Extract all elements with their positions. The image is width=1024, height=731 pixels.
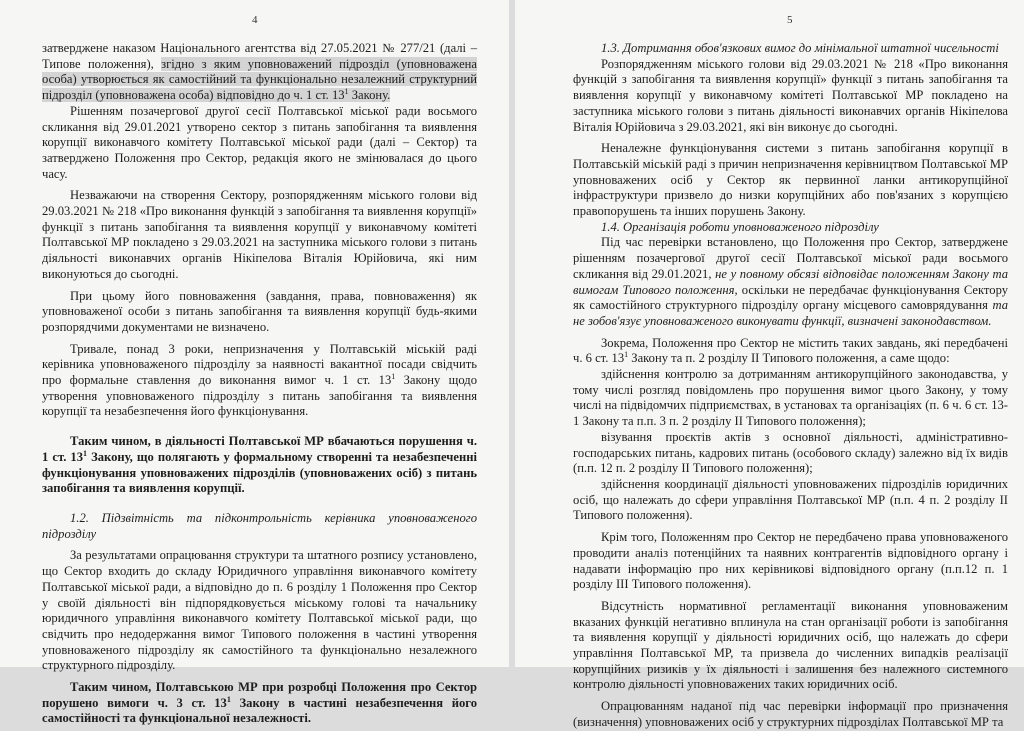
text-span: Закону щодо утворення уповноваженого підрозділу з питань запобігання та виявлення корупції та незабезпечення його функціонування. [42,373,478,419]
text-span: згідно з яким уповноважений підрозділ (уповноважена особа) утворюється як самостійний та функціонально незалежний структурний підрозділ (уповноважена особа) відповідно до ч. 1 ст. 13 [42,56,478,103]
right-page [515,0,1024,729]
paragraph [573,336,1008,367]
text-span: Таким чином, Полтавською МР при розробці Положення про Сектор порушено вимоги ч. 3 ст. 13 [42,680,477,710]
paragraph [573,235,1008,329]
paragraph [42,41,477,104]
paragraph: За результатами опрацювання структури та штатного розпису установлено, що Сектор входить до складу Юридичного управління виконавчого комітету Полтавської міської ради, а відповідно до п. 6 розділу 1 Положення про Сектор у своїй діяльності він підпорядковується міському голові та начальнику юридичного управління виконавчого комітету Полтавської міської ради, що свідчить про недодержання вимог Типового положення в частині утворення уповноваженого підрозділу як самостійного та функціонально незалежного структурного підрозділу. [42,548,477,673]
left-page [0,0,509,726]
paragraph: Рішенням позачергової другої сесії Полтавської міської ради восьмого скликання від 29.01.2021 утворено сектор з питань запобігання та виявлення корупції виконавчого комітету Полтавської міської ради (далі – Сектор) та затверджено Положення про Сектор, редакція якого не змінювалася до цього часу. [42,103,477,181]
text-span: Закону, що полягають у формальному створенні та незабезпеченні функціонування уповноважених підрозділів (уповноважених осіб) з питань запобігання та виявлення корупції. [42,449,477,496]
text-span: Під час перевірки встановлено, що Положення про Сектор, затверджене рішенням позачергової другої сесії Полтавської міської ради восьмого скликання від 29.01.2021, [573,235,1008,281]
paragraph: Розпорядженням міського голови від 29.03.2021 № 218 «Про виконання функцій з запобігання та виявлення корупції» функції з питань запобігання та виявлення корупції у виконавчому комітеті Полтавської МР покладено на заступника міського голови з питань діяльності виконавчих органів Нікіпелова Віталія Юрійовича з 29.03.2021, які він виконує до сьогодні. [573,56,1008,134]
paragraph: Опрацюванням наданої під час перевірки інформації про призначення (визначення) уповноважених осіб у структурних підрозділах Полтавської МР та [573,699,1008,729]
paragraph: Крім того, Положенням про Сектор не передбачено права уповноваженого проводити аналіз потенційних та наявних контрагентів відповідного органу і надавати інформацію про них керівникові відповідного органу (п.п.12 п. 1 розділу III Типового положення). [573,530,1008,592]
text-span: , оскільки не передбачає функціонування Сектору як самостійного структурного підрозділу органу місцевого самоврядування [573,282,1008,313]
text-span: Таким чином, в діяльності Полтавської МР вбачаються порушення ч. 1 ст. 13 [42,434,477,464]
conclusion-paragraph [42,680,477,727]
text-span: Тривале, понад 3 роки, непризначення у Полтавській міській раді керівника уповноваженого підрозділу за наявності вакантної посади свідчить про формальне ставлення до виконання вимог ч. 1 ст. 13 [42,341,477,388]
superscript: 1 [344,86,349,96]
section-heading: 1.2. Підзвітність та підконтрольність керівника уповноваженого підрозділу [42,510,477,541]
italic-text: не у повному обсязі відповідає положенням Закону та вимогам Типового положення [573,266,1009,297]
superscript: 1 [624,350,629,360]
text-span: Закону та п. 2 розділу II Типового положення, а саме щодо: [628,351,950,366]
page-number: 4 [252,14,258,26]
list-item: здійснення контролю за дотриманням антикорупційного законодавства, у тому числі розгляд повідомлень про порушення вимог цього Закону, у тому числі на підвідомчих підприємствах, в установах та організаціях (п. 6 ч. 6 ст. 13-1 Закону та п.п. 3 п. 2 розділу II Типового положення); [573,367,1008,429]
paragraph: Неналежне функціонування системи з питань запобігання корупції в Полтавській міській раді з причин непризначення керівництвом Полтавської МР уповноважених осіб у Сектор як первинної ланки антикорупційної інфраструктури призвело до низки корупційних або пов'язаних з корупцією правопорушень та інших порушень Закону. [573,141,1008,219]
paragraph: Незважаючи на створення Сектору, розпорядженням міського голови від 29.03.2021 № 218 «Про виконання функцій з запобігання та виявлення корупції» функції з питань запобігання та виявлення корупції у виконавчому комітеті Полтавської МР покладено з 29.03.2021 на заступника міського голови з питань діяльності виконавчих органів Нікіпелова Віталія Юрійовича, які ним виконуються до сьогодні. [42,188,477,281]
page-number: 5 [787,14,793,26]
section-heading: 1.3. Дотримання обов'язкових вимог до мінімальної штатної чисельності [601,41,999,55]
list-item: візування проєктів актів з основної діяльності, адміністративно-господарських питань, кадрових питань (особового складу) залежно від їх видів (п.п. 12 п. 2 розділу II Типового положення); [573,429,1008,476]
section-heading: 1.4. Організація роботи уповноваженого підрозділу [601,219,879,234]
italic-text: та не зобов'язує уповноваженого виконувати функції, визначені законодавством. [573,298,1008,328]
conclusion-paragraph [42,434,477,497]
text-span: Закону. [348,88,391,103]
superscript: 1 [83,448,87,458]
paragraph [42,342,477,421]
paragraph: При цьому його повноваження (завдання, права, повноваження) як уповноваженої особи з питань запобігання та виявлення корупції будь-якими розпорядчими документами не визначено. [42,288,477,334]
paragraph: Відсутність нормативної регламентації виконання уповноваженим вказаних функцій негативно вплинула на стан організації роботи із запобігання та виявлення корупції у діяльності юридичних осіб, що належать до сфери управління Полтавської МР, та призвела до численних випадків реалізації корупційних ризиків у їх діяльності і залишення без належного системного контролю діяльності уповноважених таких юридичних осіб. [573,598,1008,692]
text-span: Зокрема, Положення про Сектор не містить таких завдань, які передбачені ч. 6 ст. 13 [573,335,1008,366]
text-span: Закону в частині незабезпечення його самостійності та функціональної незалежності. [42,695,477,726]
superscript: 1 [226,694,231,704]
list-item: здійснення координації діяльності уповноважених підрозділів юридичних осіб, що належать до сфери управління Полтавської МР (п.п. 4 п. 2 розділу II Типового положення). [573,476,1008,523]
text-span: затверджене наказом Національного агентства від 27.05.2021 № 277/21 (далі – Типове положення), [42,41,477,71]
superscript: 1 [391,371,396,381]
